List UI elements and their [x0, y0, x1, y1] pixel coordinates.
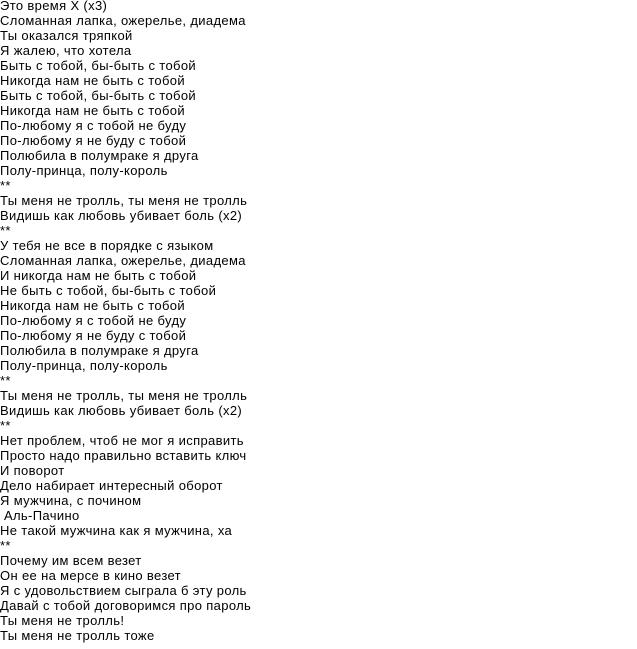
lyric-line: Быть с тобой, бы-быть с тобой	[0, 88, 197, 103]
lyric-line: По-любому я не буду с тобой	[0, 328, 187, 343]
section-separator: **	[0, 373, 11, 388]
lyric-line: Ты меня не тролль тоже	[0, 628, 155, 643]
lyric-line: По-любому я с тобой не буду	[0, 313, 187, 328]
lyric-line: Аль-Пачино	[0, 508, 80, 523]
lyric-line: Почему им всем везет	[0, 553, 142, 568]
lyric-line: Сломанная лапка, ожерелье, диадема	[0, 13, 246, 28]
lyric-line: И поворот	[0, 463, 65, 478]
lyric-line: Я жалею, что хотела	[0, 43, 132, 58]
lyric-line: Видишь как любовь убивает боль (х2)	[0, 208, 243, 223]
lyric-line: Это время Х (х3)	[0, 0, 108, 13]
lyric-line: По-любому я с тобой не буду	[0, 118, 187, 133]
lyric-line: Никогда нам не быть с тобой	[0, 73, 185, 88]
lyric-line: И никогда нам не быть с тобой	[0, 268, 197, 283]
lyric-line: Никогда нам не быть с тобой	[0, 103, 185, 118]
lyric-line: Он ее на мерсе в кино везет	[0, 568, 181, 583]
lyric-line: Ты меня не тролль!	[0, 613, 125, 628]
lyric-line: По-любому я не буду с тобой	[0, 133, 187, 148]
lyric-line: Полу-принца, полу-король	[0, 163, 168, 178]
lyric-line: Полу-принца, полу-король	[0, 358, 168, 373]
lyric-line: Не такой мужчина как я мужчина, ха	[0, 523, 233, 538]
lyric-line: Ты оказался тряпкой	[0, 28, 133, 43]
lyric-line: Видишь как любовь убивает боль (х2)	[0, 403, 243, 418]
lyric-line: Давай с тобой договоримся про пароль	[0, 598, 252, 613]
lyric-line: Сломанная лапка, ожерелье, диадема	[0, 253, 246, 268]
lyric-line: Просто надо правильно вставить ключ	[0, 448, 247, 463]
section-separator: **	[0, 178, 11, 193]
lyric-line: Полюбила в полумраке я друга	[0, 148, 199, 163]
lyric-line: Никогда нам не быть с тобой	[0, 298, 185, 313]
lyric-line: Нет проблем, чтоб не мог я исправить	[0, 433, 244, 448]
lyric-line: Ты меня не тролль, ты меня не тролль	[0, 193, 248, 208]
lyric-line: Полюбила в полумраке я друга	[0, 343, 199, 358]
lyric-line: Я мужчина, с почином	[0, 493, 142, 508]
lyric-line: Быть с тобой, бы-быть с тобой	[0, 58, 197, 73]
lyric-line: Я с удовольствием сыграла б эту роль	[0, 583, 247, 598]
lyric-line: Не быть с тобой, бы-быть с тобой	[0, 283, 217, 298]
section-separator: **	[0, 538, 11, 553]
section-separator: **	[0, 223, 11, 238]
lyric-line: У тебя не все в порядке с языком	[0, 238, 214, 253]
lyric-line: Дело набирает интересный оборот	[0, 478, 223, 493]
section-separator: **	[0, 418, 11, 433]
lyric-line: Ты меня не тролль, ты меня не тролль	[0, 388, 248, 403]
